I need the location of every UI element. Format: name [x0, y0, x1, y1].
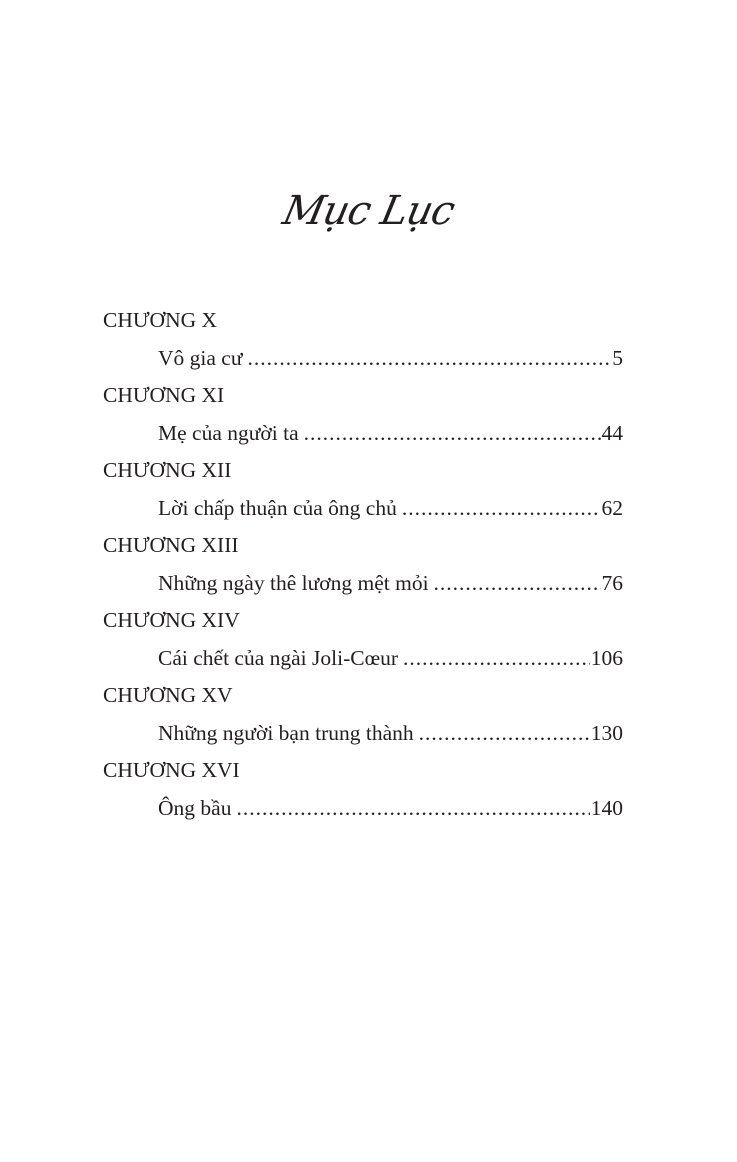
toc-entry[interactable]	[103, 790, 623, 828]
dot-leader	[402, 490, 601, 528]
chapter-heading: CHƯƠNG XIII	[103, 533, 239, 557]
toc-entry[interactable]	[103, 340, 623, 378]
entry-title: Vô gia cư	[158, 345, 243, 370]
page-title: Mục Lục	[278, 188, 459, 234]
chapter-heading: CHƯƠNG XII	[103, 458, 232, 482]
chapter-heading: CHƯƠNG X	[103, 308, 218, 332]
dot-leader	[403, 640, 590, 678]
dot-leader	[236, 790, 589, 828]
toc-entry[interactable]	[103, 565, 623, 603]
dot-leader	[434, 565, 601, 603]
page-number: 76	[601, 570, 623, 595]
entry-title: Những người bạn trung thành	[158, 720, 414, 745]
chapter-heading: CHƯƠNG XVI	[103, 758, 240, 782]
page-number: 62	[601, 495, 623, 520]
toc-entry[interactable]	[103, 415, 623, 453]
page-number: 5	[612, 345, 623, 370]
dot-leader	[304, 415, 601, 453]
chapter-heading: CHƯƠNG XV	[103, 683, 233, 707]
page-number: 44	[601, 420, 623, 445]
dot-leader	[248, 340, 612, 378]
table-of-contents	[103, 302, 623, 827]
entry-title: Mẹ của người ta	[158, 420, 299, 445]
dot-leader	[419, 715, 590, 753]
page-number: 130	[590, 720, 623, 745]
entry-title: Lời chấp thuận của ông chủ	[158, 495, 397, 520]
toc-entry[interactable]	[103, 490, 623, 528]
toc-entry[interactable]	[103, 715, 623, 753]
page-number: 140	[590, 795, 623, 820]
chapter-heading: CHƯƠNG XIV	[103, 608, 240, 632]
page-number: 106	[590, 645, 623, 670]
toc-entry[interactable]	[103, 640, 623, 678]
entry-title: Những ngày thê lương mệt mỏi	[158, 570, 429, 595]
entry-title: Ông bầu	[158, 795, 232, 820]
entry-title: Cái chết của ngài Joli-Cœur	[158, 645, 399, 670]
chapter-heading: CHƯƠNG XI	[103, 383, 225, 407]
